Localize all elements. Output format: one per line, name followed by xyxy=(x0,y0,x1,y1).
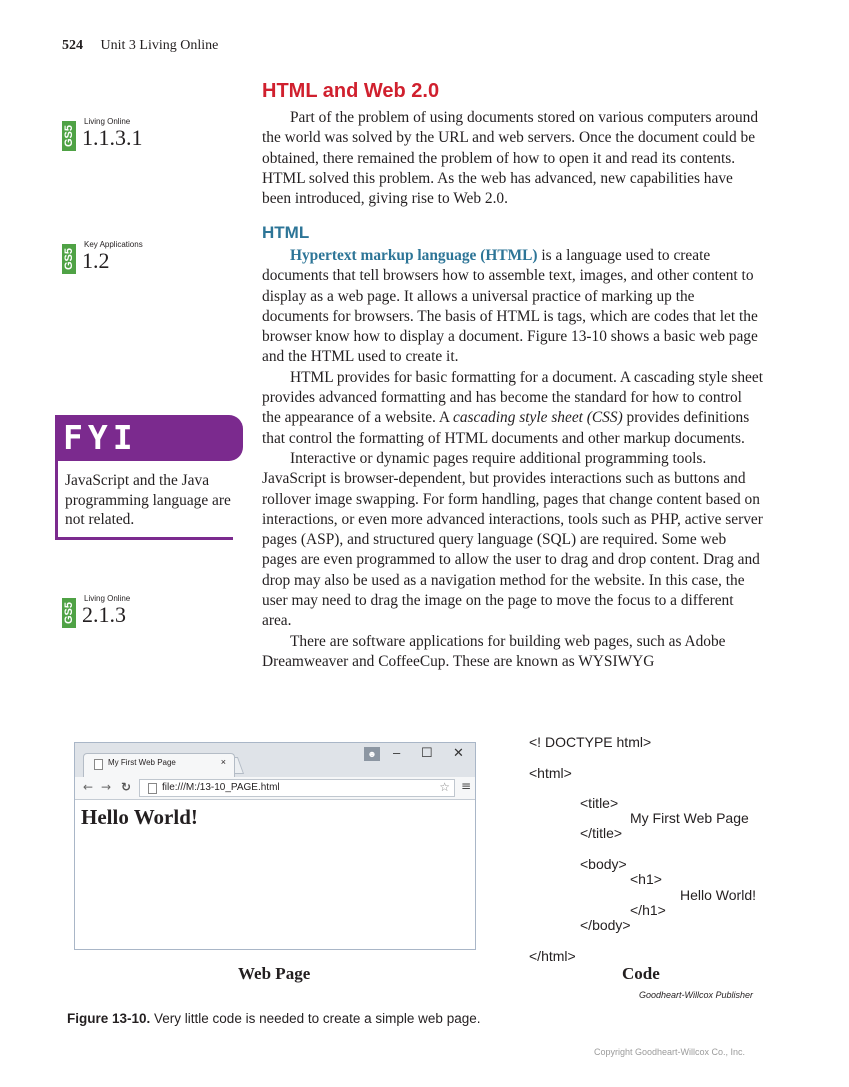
browser-toolbar xyxy=(75,777,475,800)
running-header xyxy=(62,38,218,54)
gs5-category: Key Applications xyxy=(84,240,143,249)
reload-icon[interactable]: ↻ xyxy=(121,780,132,794)
section-title: HTML and Web 2.0 xyxy=(262,80,440,102)
figure-label: Figure 13-10. xyxy=(67,1011,151,1026)
document-icon xyxy=(94,759,103,770)
gs5-number: 1.2 xyxy=(82,248,110,273)
web-page-caption: Web Page xyxy=(238,964,311,983)
gs5-category: Living Online xyxy=(84,594,131,603)
browser-tab[interactable] xyxy=(83,753,235,778)
fyi-title: FYI xyxy=(63,418,138,457)
minimize-button[interactable]: – xyxy=(393,745,401,760)
code-line: Hello World! xyxy=(680,887,756,903)
code-line: My First Web Page xyxy=(630,810,749,826)
code-line: </html> xyxy=(529,948,576,964)
title-bar xyxy=(75,743,475,777)
forward-arrow-icon[interactable]: → xyxy=(101,780,112,794)
publisher-credit: Goodheart-Willcox Publisher xyxy=(639,990,753,1000)
code-line: </h1> xyxy=(630,902,666,918)
url-text: file:///M:/13-10_PAGE.html xyxy=(162,782,280,793)
gs5-label: GS5 xyxy=(62,121,76,151)
unit-title: Unit 3 Living Online xyxy=(100,38,219,53)
intro-paragraph: Part of the problem of using documents stored on various computers around the world was solved by the URL and web servers. Once the document could be obtained, there remained the problem of how to open it and read its contents. HTML solved this problem. As the web has advanced, new capabilities have been introduced, giving rise to Web 2.0. xyxy=(262,109,759,208)
user-icon[interactable]: ☻ xyxy=(364,747,380,761)
address-bar[interactable] xyxy=(139,779,455,797)
back-arrow-icon[interactable]: ← xyxy=(83,780,94,794)
code-line: <html> xyxy=(529,765,572,781)
browser-window xyxy=(74,742,476,950)
gs5-category: Living Online xyxy=(84,117,131,126)
close-button[interactable]: ✕ xyxy=(453,745,464,760)
paragraph-css: HTML provides for basic formatting for a document. A cascading style sheet provides advanced formatting and has become the standard for how to control the appearance of a website. A cascading style sheet (CSS) provides definitions that control the formatting of HTML documents and other markup documents. xyxy=(262,368,763,447)
paragraph-html: Hypertext markup language (HTML) is a language used to create documents that tell browsers how to assemble text, images, and other content to display as a web page. It allows a universal practice of marking up the documents for browsers. The basis of HTML is tags, which are codes that let the browser know how to display a document. Figure 13-10 shows a basic web page and the HTML used to create it. xyxy=(262,247,758,366)
page-icon xyxy=(148,783,157,794)
bookmark-star-icon[interactable]: ☆ xyxy=(439,780,450,794)
main-text xyxy=(262,246,764,672)
code-line: <! DOCTYPE html> xyxy=(529,734,652,750)
figure-caption: Figure 13-10. Very little code is needed to create a simple web page. xyxy=(67,1011,481,1026)
code-line: </body> xyxy=(580,917,631,933)
menu-icon[interactable]: ≡ xyxy=(460,779,471,793)
fyi-box xyxy=(55,461,233,540)
gs5-number: 2.1.3 xyxy=(82,602,126,627)
code-line: <title> xyxy=(580,795,619,811)
code-line: </title> xyxy=(580,825,623,841)
tab-close-icon[interactable]: × xyxy=(220,757,226,767)
paragraph-interactive: Interactive or dynamic pages require additional programming tools. JavaScript is browser-dependent, but provides interactions such as buttons and rollover image swapping. For form handling, pages that change content based on interactions, or even more advanced interactions, tools such as PHP, active server pages (ASP), and structured query language (SQL) are required. Some web pages are even programmed to allow the user to drag and drop content. Drag and drop may also be used as a navigation method for the website. In this case, the user may need to drag the image on the page to move the focus to a different area. xyxy=(262,449,763,630)
code-line: <body> xyxy=(580,856,627,872)
term-html: Hypertext markup language (HTML) xyxy=(290,247,538,264)
fyi-text: JavaScript and the Java programming language are not related. xyxy=(65,472,231,528)
page-heading: Hello World! xyxy=(81,805,198,829)
page-number: 524 xyxy=(62,38,83,53)
paragraph-software: There are software applications for building web pages, such as Adobe Dreamweaver and CoffeeCup. These are known as WYSIWYG xyxy=(262,632,726,670)
gs5-label: GS5 xyxy=(62,598,76,628)
gs5-number: 1.1.3.1 xyxy=(82,125,143,150)
term-css: cascading style sheet (CSS) xyxy=(453,409,623,427)
code-caption: Code xyxy=(622,964,660,983)
code-line: <h1> xyxy=(630,871,662,887)
tab-title: My First Web Page xyxy=(108,758,176,767)
subsection-title: HTML xyxy=(262,223,310,242)
maximize-button[interactable]: ☐ xyxy=(421,745,433,760)
gs5-label: GS5 xyxy=(62,244,76,274)
fyi-header xyxy=(55,415,243,461)
copyright: Copyright Goodheart-Willcox Co., Inc. xyxy=(594,1047,746,1057)
